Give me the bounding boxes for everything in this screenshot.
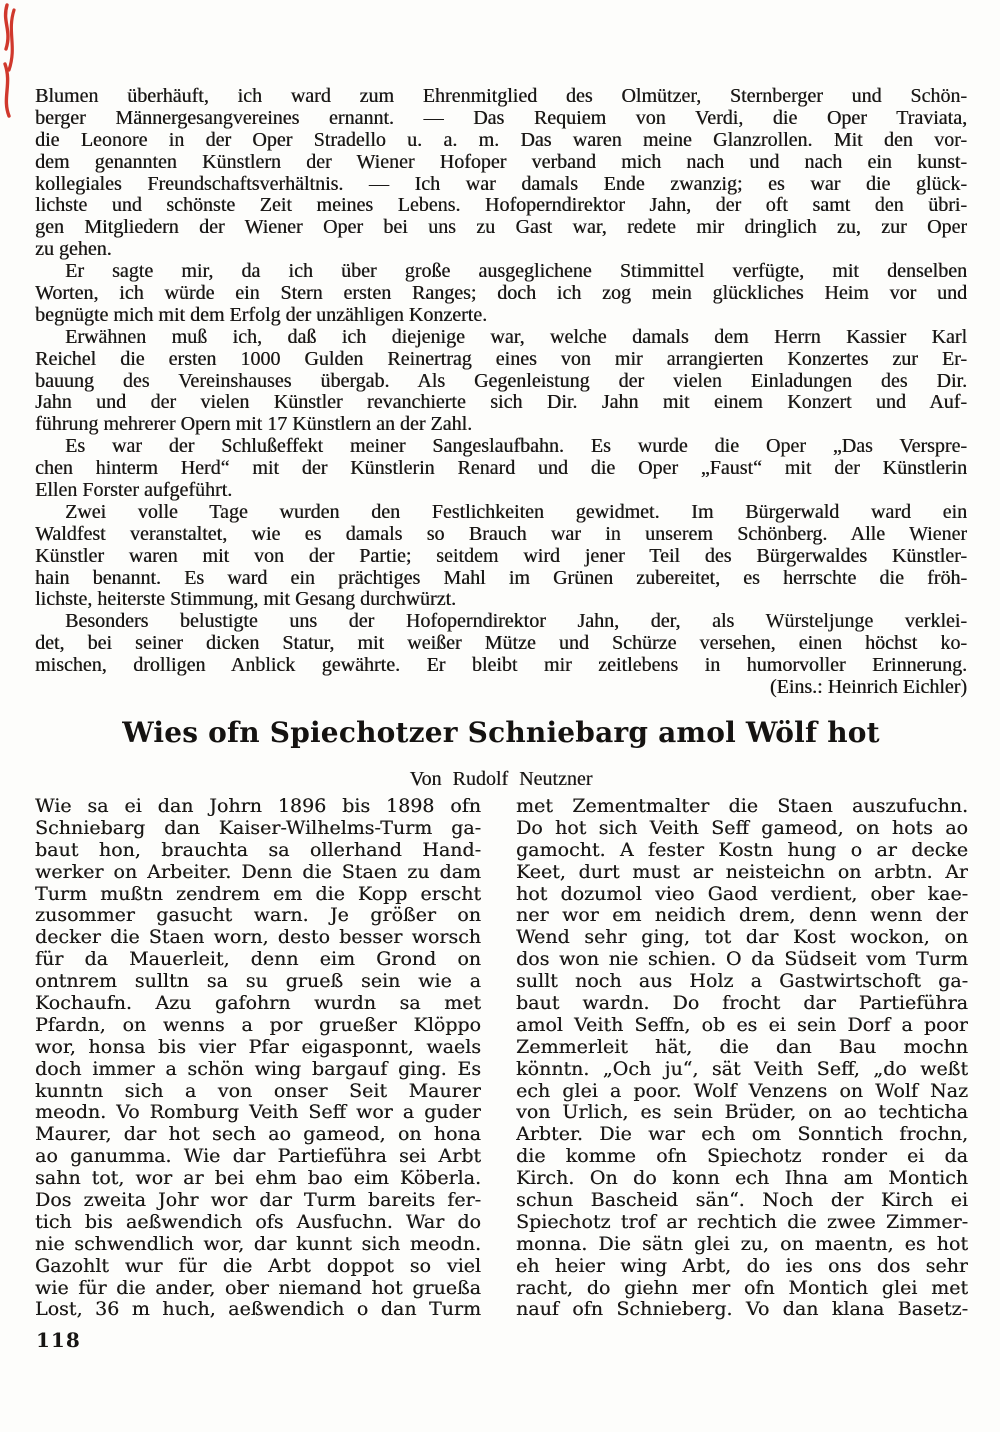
paragraph	[35, 611, 967, 677]
text-line: Ellen Forster aufgeführt.	[35, 480, 233, 502]
text-line: eh heier wing Arbt, do ies ons dos sehr	[516, 1255, 968, 1277]
text-line: mischen, drolligen Anblick gewährte. Er bleibt mir zeitlebens in humorvoller Erinnerung.	[35, 655, 967, 677]
article-column-left	[35, 796, 481, 1321]
paragraph	[35, 261, 967, 327]
text-line: lichste und schönste Zeit meines Lebens. Hofoperndirektor Jahn, der oft samt den übri-	[35, 195, 967, 217]
text-line: Er sagte mir, da ich über große ausgeglichene Stimmittel verfügte, mit denselben	[65, 261, 967, 283]
text-line: Gazohlt wur für die Arbt doppot so viel	[35, 1255, 481, 1277]
text-line: hain benannt. Es ward ein prächtiges Mahl im Grünen zubereitet, es herrschte die fröh-	[35, 567, 967, 589]
text-line: monna. Die sätn glei zu, on maentn, es hot	[516, 1233, 968, 1255]
text-line: zusommer gasucht warn. Je größer on	[35, 905, 481, 927]
memoir-text-block	[35, 86, 967, 699]
red-pen-marks	[0, 2, 22, 120]
paragraph	[35, 436, 967, 502]
text-line: baut hon, brauchta sa ollerhand Hand-	[35, 839, 481, 861]
text-line: Wie sa ei dan Johrn 1896 bis 1898 ofn	[35, 796, 481, 817]
text-line: ontnrem sulltn sa su grueß sein wie a	[35, 971, 481, 993]
text-line: gen Mitgliedern der Wiener Oper bei uns zu Gast war, redete mir dringlich zu, zur Oper	[35, 217, 967, 239]
text-line: decker die Staen worn, desto besser worsch	[35, 927, 481, 949]
text-line: Reichel die ersten 1000 Gulden Reinertrag eines von mir arrangierten Konzertes zur Er-	[35, 348, 967, 370]
text-line: Wend sehr ging, tot dar Kost wockon, on	[516, 927, 968, 949]
text-line: Pfardn, on wenns a por grueßer Klöppo	[35, 1014, 481, 1036]
paragraph	[35, 327, 967, 436]
text-line: Arbter. Die war ech om Sonntich frochn,	[516, 1124, 968, 1146]
text-line: hot dozumol vieo Gaod verdient, ober kae-	[516, 883, 968, 905]
text-line: Worten, ich würde ein Stern ersten Ranges; doch ich zog mein glückliches Heim vor und	[35, 283, 967, 305]
text-line: chen hinterm Herd“ mit der Künstlerin Renard und die Oper „Faust“ mit der Künstlerin	[35, 458, 967, 480]
text-line: Maurer, dar hot sech ao gameod, on hona	[35, 1124, 481, 1146]
text-line: Blumen überhäuft, ich ward zum Ehrenmitglied des Olmützer, Sternberger und Schön-	[35, 86, 967, 107]
text-line: ao ganumma. Wie dar Partieführa sei Arbt	[35, 1146, 481, 1168]
text-line: führung mehrerer Opern mit 17 Künstlern an der Zahl.	[35, 414, 473, 436]
text-line: nauf ofn Schnieberg. Vo dan klana Basetz-	[516, 1299, 968, 1321]
text-line: met Zementmalter die Staen auszufuchn.	[516, 796, 968, 817]
text-line: tich bis aeßwendich ofs Ausfuchn. War do	[35, 1211, 481, 1233]
text-line: Spiechotz trof ar rechtich die zwee Zimmer-	[516, 1211, 968, 1233]
text-line: Es war der Schlußeffekt meiner Sangeslaufbahn. Es wurde die Oper „Das Verspre-	[65, 436, 967, 458]
text-line: gamocht. A fester Kostn hung o ar decke	[516, 839, 968, 861]
text-line: Zemmerleit hät, die dan Bau mochn	[516, 1036, 968, 1058]
text-line: Besonders belustigte uns der Hofoperndirektor Jahn, der, als Würsteljunge verklei-	[65, 611, 967, 633]
text-line: wie für die ander, ober niemand hot grueßa	[35, 1277, 481, 1299]
text-line: Keet, durt must ar neisteichn on arbtn. Ar	[516, 861, 968, 883]
text-line: doch immer a schön wing bargauf ging. Es	[35, 1058, 481, 1080]
text-line: Künstler waren mit von der Partie; seitdem wird jener Teil des Bürgerwaldes Künstler-	[35, 545, 967, 567]
paragraph	[35, 502, 967, 611]
text-line: bauung des Vereinshauses übergab. Als Gegenleistung der vielen Einladungen des Dir.	[35, 370, 967, 392]
text-line: racht, do giehn mer ofn Montich glei met	[516, 1277, 968, 1299]
text-line: schun Bascheid sän“. Noch der Kirch ei	[516, 1190, 968, 1212]
text-line: Do hot sich Veith Seff gameod, on hots ao	[516, 817, 968, 839]
article-title: Wies ofn Spiechotzer Schniebarg amol Wölf hot	[122, 716, 880, 749]
text-line: begnügte mich mit dem Erfolg der unzähligen Konzerte.	[35, 304, 488, 326]
text-line: Erwähnen muß ich, daß ich diejenige war, welche damals dem Herrn Kassier Karl	[65, 326, 967, 348]
text-line: Waldfest veranstaltet, wie es damals so Brauch war in unserem Schönberg. Alle Wiener	[35, 523, 967, 545]
text-line: Kochaufn. Azu gafohrn wurdn sa met	[35, 993, 481, 1015]
text-line: die Leonore in der Oper Stradello u. a. m. Das waren meine Glanzrollen. Mit den vor-	[35, 129, 967, 151]
article-column-right	[516, 796, 968, 1321]
text-line: könntn. „Och ju“, sät Veith Seff, „do weßt	[516, 1058, 968, 1080]
text-line: wor, honsa bis vier Pfar eigasponnt, waels	[35, 1036, 481, 1058]
text-line: dos won nie schien. O da Südseit vom Turm	[516, 949, 968, 971]
text-line: sahn tot, wor ar bei ehm bao eim Köberla.	[35, 1168, 481, 1190]
text-line: dem genannten Künstlern der Wiener Hofoper verband mich nach und nach ein kunst-	[35, 151, 967, 173]
text-line: Schniebarg dan Kaiser-Wilhelms-Turm ga-	[35, 817, 481, 839]
text-line: Turm mußtn zendrem em die Kopp erscht	[35, 883, 481, 905]
text-line: für da Mauerleit, denn eim Grond on	[35, 949, 481, 971]
text-line: Kirch. On do konn ech Ihna am Montich	[516, 1168, 968, 1190]
attribution-line: (Eins.: Heinrich Eichler)	[769, 676, 967, 699]
text-line: die komme ofn Spiechotz ronder ei da	[516, 1146, 968, 1168]
paragraph	[35, 86, 967, 261]
text-line: nie schwendlich wor, dar kunnt sich meodn.	[35, 1233, 481, 1255]
text-line: Dos zweita Johr wor dar Turm bareits fer-	[35, 1190, 481, 1212]
text-line: meodn. Vo Romburg Veith Seff wor a guder	[35, 1102, 481, 1124]
text-line: von Urlich, es sein Brüder, on ao techticha	[516, 1102, 968, 1124]
text-line: ech glei a poor. Wolf Venzens on Wolf Naz	[516, 1080, 968, 1102]
text-line: Zwei volle Tage wurden den Festlichkeiten gewidmet. Im Bürgerwald ward ein	[65, 501, 967, 523]
page-number: 118	[36, 1328, 81, 1352]
text-line: lichste, heiterste Stimmung, mit Gesang durchwürzt.	[35, 589, 457, 611]
text-line: Lost, 36 m huch, aeßwendich o dan Turm	[35, 1299, 481, 1321]
text-line: ner wor em neidich drem, denn wenn der	[516, 905, 968, 927]
text-line: berger Männergesangvereines ernannt. — Das Requiem von Verdi, die Oper Traviata,	[35, 107, 967, 129]
text-line: det, bei seiner dicken Statur, mit weißer Mütze und Schürze versehen, einen höchst ko-	[35, 633, 967, 655]
text-line: werker on Arbeiter. Denn die Staen zu dam	[35, 861, 481, 883]
text-line: kollegiales Freundschaftsverhältnis. — Ich war damals Ende zwanzig; es war die glück-	[35, 173, 967, 195]
article-byline: Von Rudolf Neutzner	[409, 768, 593, 790]
text-line: zu gehen.	[35, 239, 112, 261]
text-line: kunntn sich a von onser Seit Maurer	[35, 1080, 481, 1102]
text-line: Jahn und der vielen Künstler revanchierte sich Dir. Jahn mit einem Konzert und Auf-	[35, 392, 967, 414]
text-line: baut wardn. Do frocht dar Partieführa	[516, 993, 968, 1015]
text-line: sullt noch aus Holz a Gastwirtschoft ga-	[516, 971, 968, 993]
text-line: amol Veith Seffn, ob es ei sein Dorf a poor	[516, 1014, 968, 1036]
